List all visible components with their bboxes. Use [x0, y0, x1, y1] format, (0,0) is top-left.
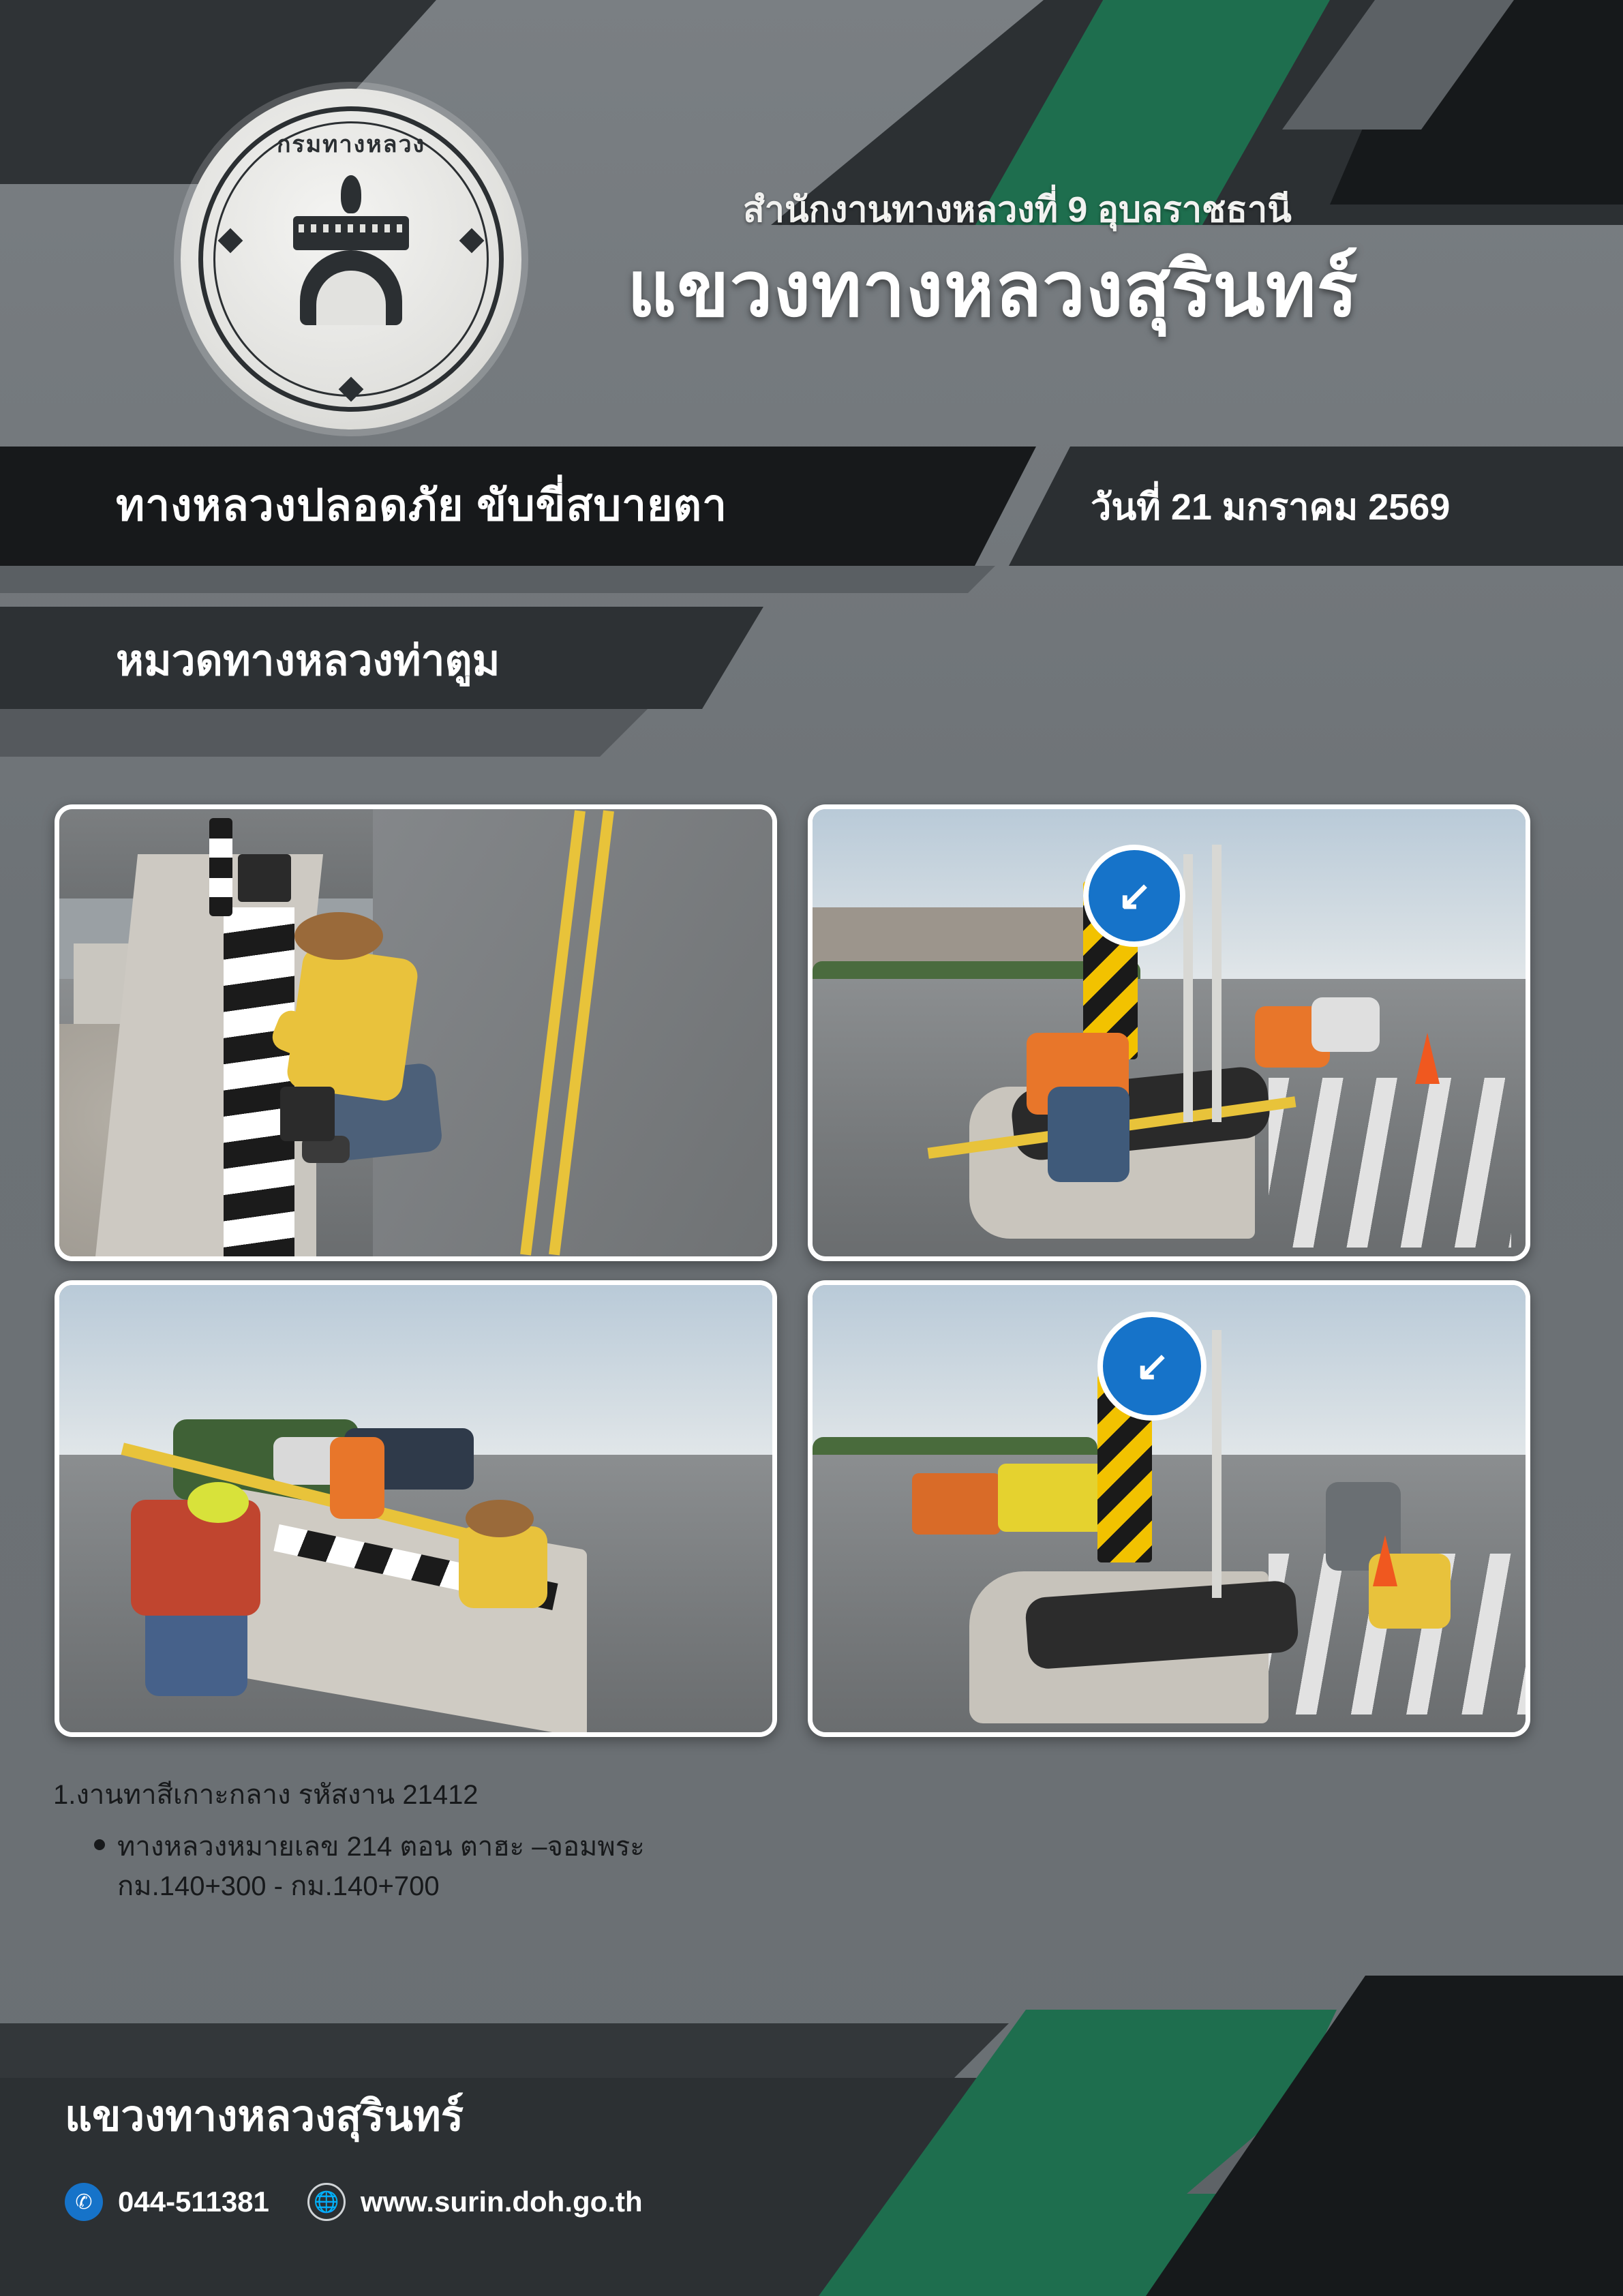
caption-block	[53, 1772, 1212, 1906]
footer-phone-text: 044-511381	[118, 2186, 269, 2218]
photo-island-work-with-sign	[808, 804, 1530, 1261]
caption-line-1: 1.งานทาสีเกาะกลาง รหัสงาน 21412	[53, 1780, 479, 1810]
phone-icon: ✆	[65, 2183, 103, 2221]
traffic-cone-icon	[1415, 1033, 1440, 1084]
section-band-shadow	[0, 709, 648, 757]
globe-icon: 🌐	[307, 2183, 346, 2221]
traffic-cone-icon	[1373, 1535, 1397, 1586]
footer-website[interactable]	[307, 2183, 643, 2221]
arrow-sign-icon: ↙	[1097, 1312, 1207, 1421]
section-title: หมวดทางหลวงท่าตูม	[116, 637, 500, 684]
footer-website-text[interactable]: www.surin.doh.go.th	[360, 2186, 643, 2218]
caption-bullet-item	[94, 1827, 1212, 1906]
slogan-text: ทางหลวงปลอดภัย ขับขี่สบายตา	[116, 481, 728, 530]
seal-text: กรมทางหลวง	[276, 132, 426, 157]
bullet-dot-icon	[94, 1839, 105, 1850]
org-subtitle: สำนักงานทางหลวงที่ 9 อุบลราชธานี	[743, 190, 1292, 230]
footer-title: แขวงทางหลวงสุรินทร์	[65, 2093, 464, 2140]
caption-line-2b: กม.140+300 - กม.140+700	[117, 1871, 440, 1901]
footer-phone	[65, 2183, 269, 2221]
seal-crest-icon	[266, 174, 436, 344]
photo-painting-median-kerb-closeup	[55, 804, 777, 1261]
slogan-band-shadow	[0, 566, 1623, 593]
decor-bottom-wedge	[0, 2023, 1009, 2078]
org-title: แขวงทางหลวงสุรินทร์	[627, 247, 1359, 332]
caption-line-2a: ทางหลวงหมายเลข 214 ตอน ตาฮะ –จอมพระ	[117, 1832, 645, 1862]
photo-island-tip-with-sign-cone	[808, 1280, 1530, 1737]
arrow-sign-icon: ↙	[1083, 845, 1185, 947]
department-of-highways-seal-icon	[181, 89, 521, 429]
footer-contact-row	[65, 2183, 643, 2221]
date-text: วันที่ 21 มกราคม 2569	[1091, 487, 1451, 528]
photo-kerb-painting-roadside	[55, 1280, 777, 1737]
photo-grid	[55, 804, 1571, 1737]
